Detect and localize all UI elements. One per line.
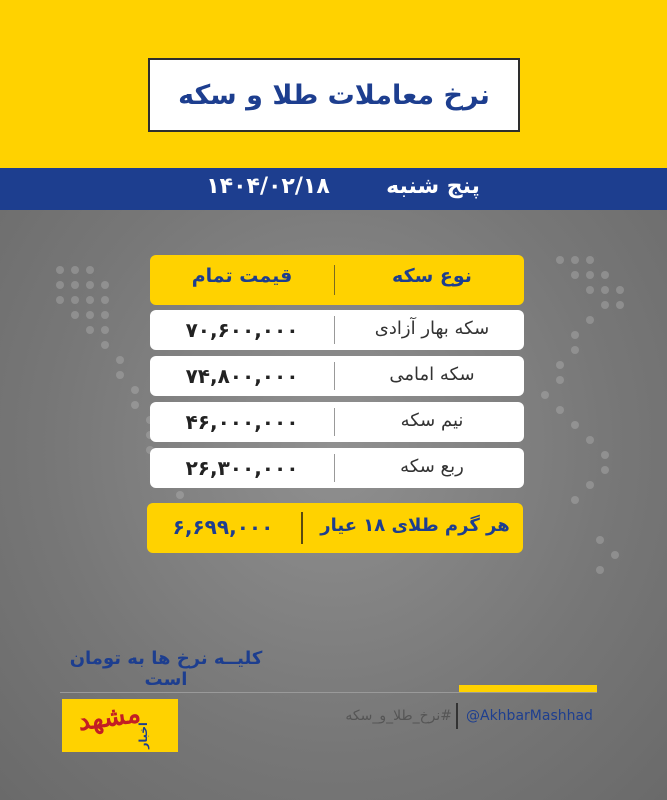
- gold-price-bar: [147, 503, 523, 553]
- footer-divider: [60, 692, 597, 693]
- header-coin-type: نوع سکه: [392, 265, 472, 287]
- hashtag[interactable]: #نرخ_طلا_و_سکه: [345, 708, 452, 724]
- row-divider: [334, 408, 335, 436]
- date: ۱۴۰۴/۰۲/۱۸: [206, 174, 330, 199]
- table-row: [150, 310, 524, 350]
- date-band: [0, 168, 667, 210]
- title-box: [148, 58, 520, 132]
- gold-label: هر گرم طلای ۱۸ عیار: [320, 515, 510, 536]
- footer-separator: [456, 703, 458, 729]
- social-handle[interactable]: @AkhbarMashhad: [466, 708, 593, 724]
- coin-name: سکه امامی: [389, 364, 475, 385]
- logo-main-text: مشهد: [76, 698, 143, 738]
- table-row: [150, 402, 524, 442]
- coin-name: ربع سکه: [400, 456, 464, 477]
- coin-name: نیم سکه: [400, 410, 464, 431]
- coin-price: ۷۰,۶۰۰,۰۰۰: [185, 318, 299, 342]
- logo-small-text: اخبار: [136, 722, 150, 749]
- gold-price: ۶,۶۹۹,۰۰۰: [172, 515, 274, 539]
- table-header: [150, 255, 524, 305]
- row-divider: [334, 362, 335, 390]
- table-row: [150, 448, 524, 488]
- coin-price: ۴۶,۰۰۰,۰۰۰: [185, 410, 299, 434]
- coin-name: سکه بهار آزادی: [374, 318, 490, 339]
- header-price: قیمت تمام: [191, 265, 293, 287]
- coin-price: ۲۶,۳۰۰,۰۰۰: [185, 456, 299, 480]
- page-title: نرخ معاملات طلا و سکه: [178, 79, 490, 111]
- row-divider: [334, 454, 335, 482]
- currency-note: کلیــه نرخ ها به تومان است: [69, 648, 263, 690]
- row-divider: [334, 316, 335, 344]
- brand-logo: [62, 699, 178, 752]
- coin-price: ۷۴,۸۰۰,۰۰۰: [185, 364, 299, 388]
- table-row: [150, 356, 524, 396]
- gold-divider: [301, 512, 303, 544]
- weekday: پنج شنبه: [386, 174, 480, 199]
- header-divider: [334, 265, 335, 295]
